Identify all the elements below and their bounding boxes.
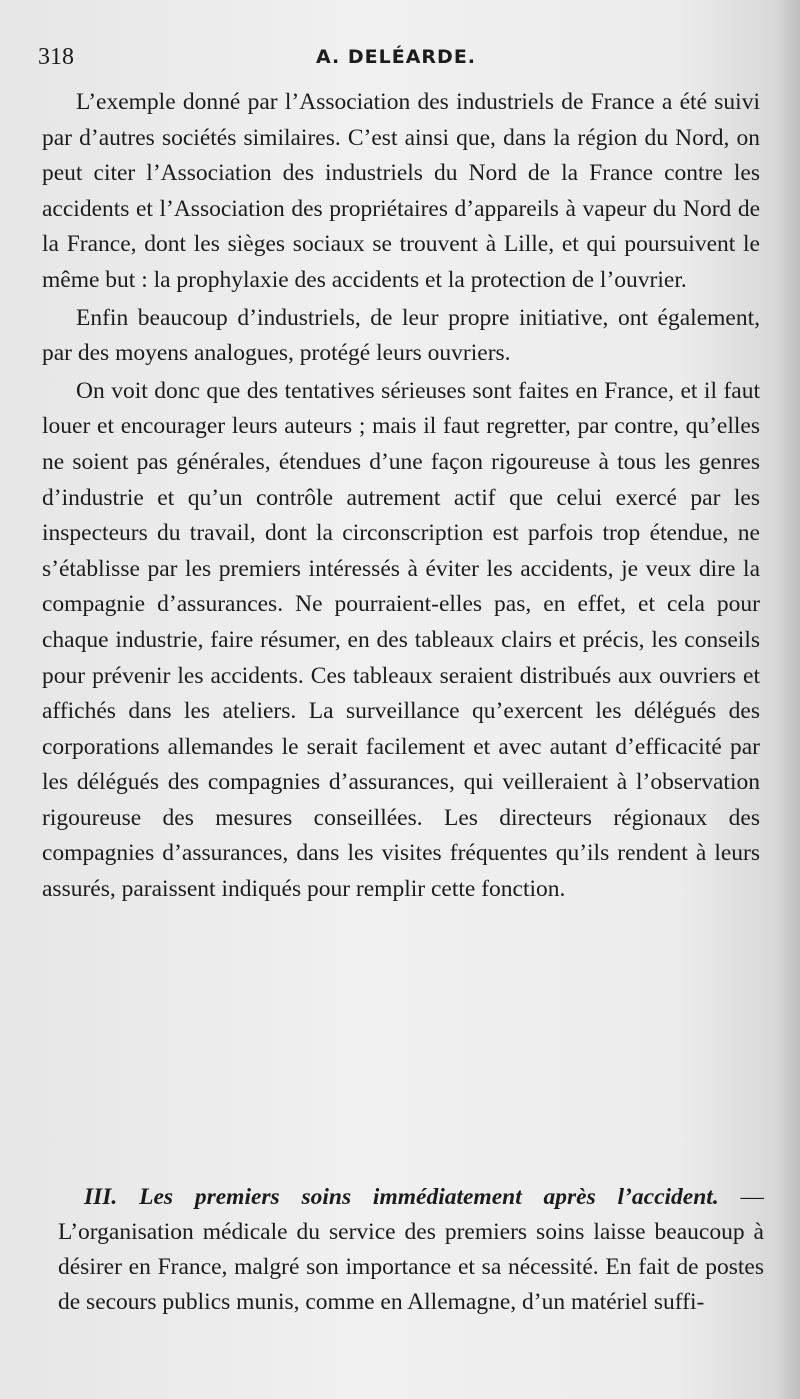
paragraph-1: L’exemple donné par l’Association des industriels de France a été suivi par d’autres sociétés similaires. C’est ainsi que, dans la région du Nord, on peut citer l’Association des industriels du Nord de la France contre les accidents et l’Association des propriétaires d’appareils à vapeur du Nord de la France, dont les sièges sociaux se trouvent à Lille, et qui poursuivent le même but : la prophylaxie des accidents et la protection de l’ouvrier. bbox=[42, 89, 760, 293]
paragraph-3: On voit donc que des tentatives sérieuses sont faites en France, et il faut louer et encourager leurs auteurs ; mais il faut regretter, par contre, qu’elles ne soient pas générales, étendues d’une façon rigoureuse à tous les genres d’industrie et qu’un contrôle autrement actif que celui exercé par les inspecteurs du travail, dont la circonscription est parfois trop étendue, ne s’établisse par les premiers intéressés à éviter les accidents, je veux dire la compagnie d’assurances. Ne pourraient-elles pas, en effet, et cela pour chaque industrie, faire résumer, en des tableaux clairs et précis, les conseils pour prévenir les accidents. Ces tableaux seraient distribués aux ouvriers et affichés dans les ateliers. La surveillance qu’exercent les délégués des corporations allemandes le serait facilement et avec autant d’efficacité par les délégués des compagnies d’assurances, qui veilleraient à l’observation rigoureuse des mesures conseillées. Les directeurs régionaux des compagnies d’assurances, dans les visites fréquentes qu’ils rendent à leurs assurés, paraissent indiqués pour remplir cette fonction. bbox=[42, 377, 760, 903]
paragraph-2: Enfin beaucoup d’industriels, de leur propre initiative, ont également, par des moyens analogues, protégé leurs ouvriers. bbox=[42, 304, 760, 367]
section-paragraph bbox=[58, 1180, 764, 1320]
section-iii bbox=[58, 1180, 764, 1320]
running-head: A. DELÉARDE. bbox=[316, 46, 477, 68]
body-text bbox=[42, 85, 760, 908]
page-number: 318 bbox=[38, 44, 74, 70]
section-title: III. Les premiers soins immédiatement après l’accident. bbox=[84, 1184, 719, 1210]
section-text: — L’organisation médicale du service des premiers soins laisse beaucoup à désirer en France, malgré son importance et sa nécessité. En fait de postes de secours publics munis, comme en Allemagne, d’un matériel suffi- bbox=[58, 1184, 764, 1315]
page-header bbox=[38, 44, 768, 78]
